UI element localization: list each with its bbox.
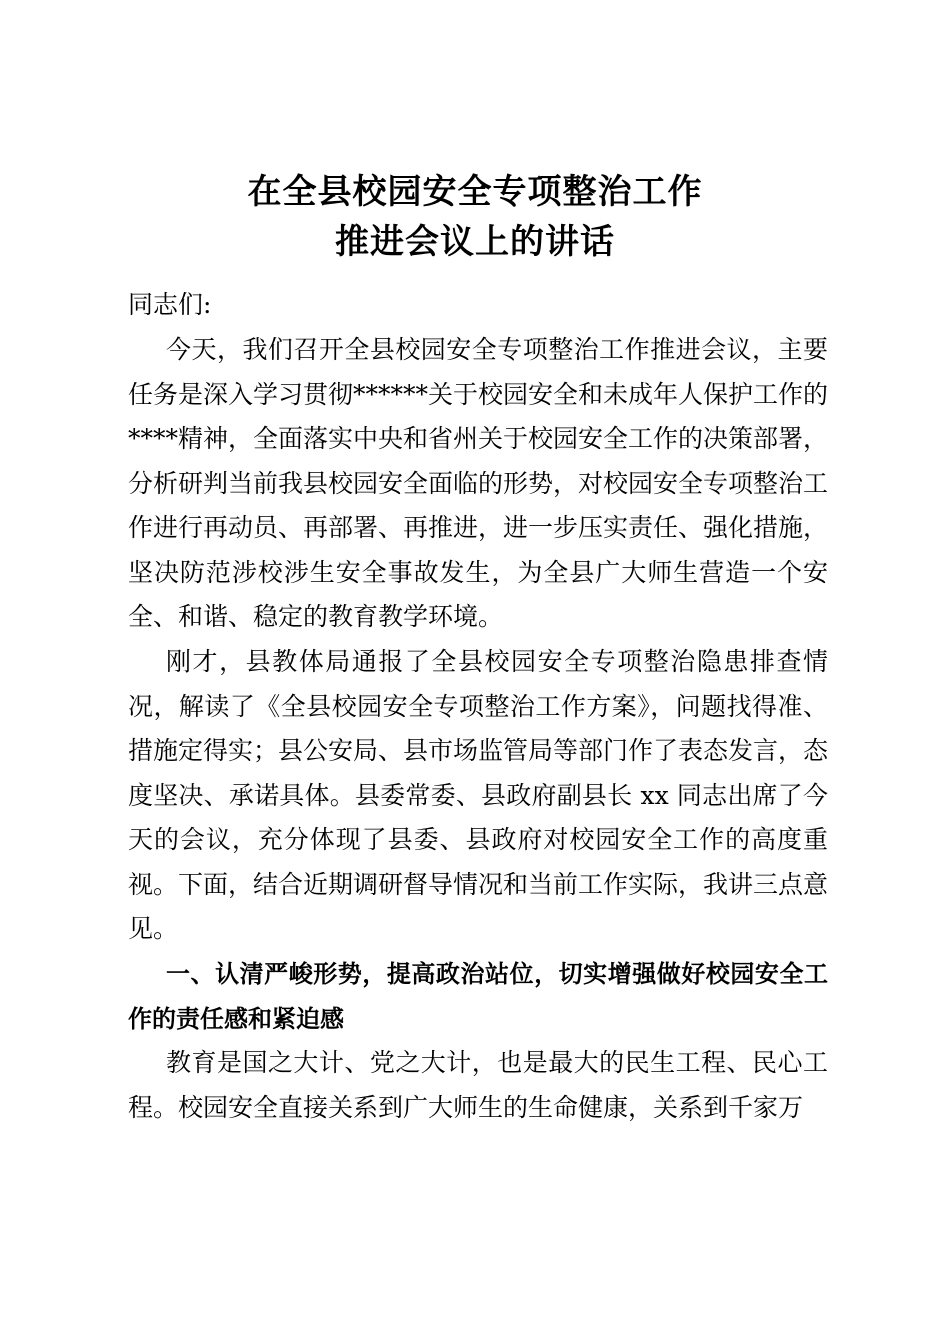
document-title-line-2: 推进会议上的讲话: [335, 222, 615, 262]
document-title-line-1: 在全县校园安全专项整治工作: [247, 172, 703, 212]
paragraph-opening: 今天，我们召开全县校园安全专项整治工作推进会议，主要任务是深入学习贯彻******关于校园安全和未成年人保护工作的****精神，全面落实中央和省州关于校园安全工作的决策部署，分析研判当前我县校园安全面临的形势，对校园安全专项整治工作进行再动员、再部署、再推进，进一步压实责任、强化措施，坚决防范涉校涉生安全事故发生，为全县广大师生营造一个安全、和谐、稳定的教育教学环境。: [128, 335, 829, 631]
salutation: 同志们:: [128, 290, 212, 319]
section-heading-1: 一、认清严峻形势，提高政治站位，切实增强做好校园安全工作的责任感和紧迫感: [128, 960, 828, 1033]
paragraph-section-1: 教育是国之大计、党之大计，也是最大的民生工程、民心工程。校园安全直接关系到广大师生的生命健康，关系到千家万: [128, 1048, 828, 1122]
paragraph-meeting-summary: 刚才，县教体局通报了全县校园安全专项整治隐患排查情况，解读了《全县校园安全专项整治工作方案》，问题找得准、措施定得实；县公安局、县市场监管局等部门作了表态发言，态度坚决、承诺具体。县委常委、县政府副县长 xx 同志出席了今天的会议，充分体现了县委、县政府对校园安全工作的高度重视。下面，结合近期调研督导情况和当前工作实际，我讲三点意见。: [128, 647, 829, 943]
